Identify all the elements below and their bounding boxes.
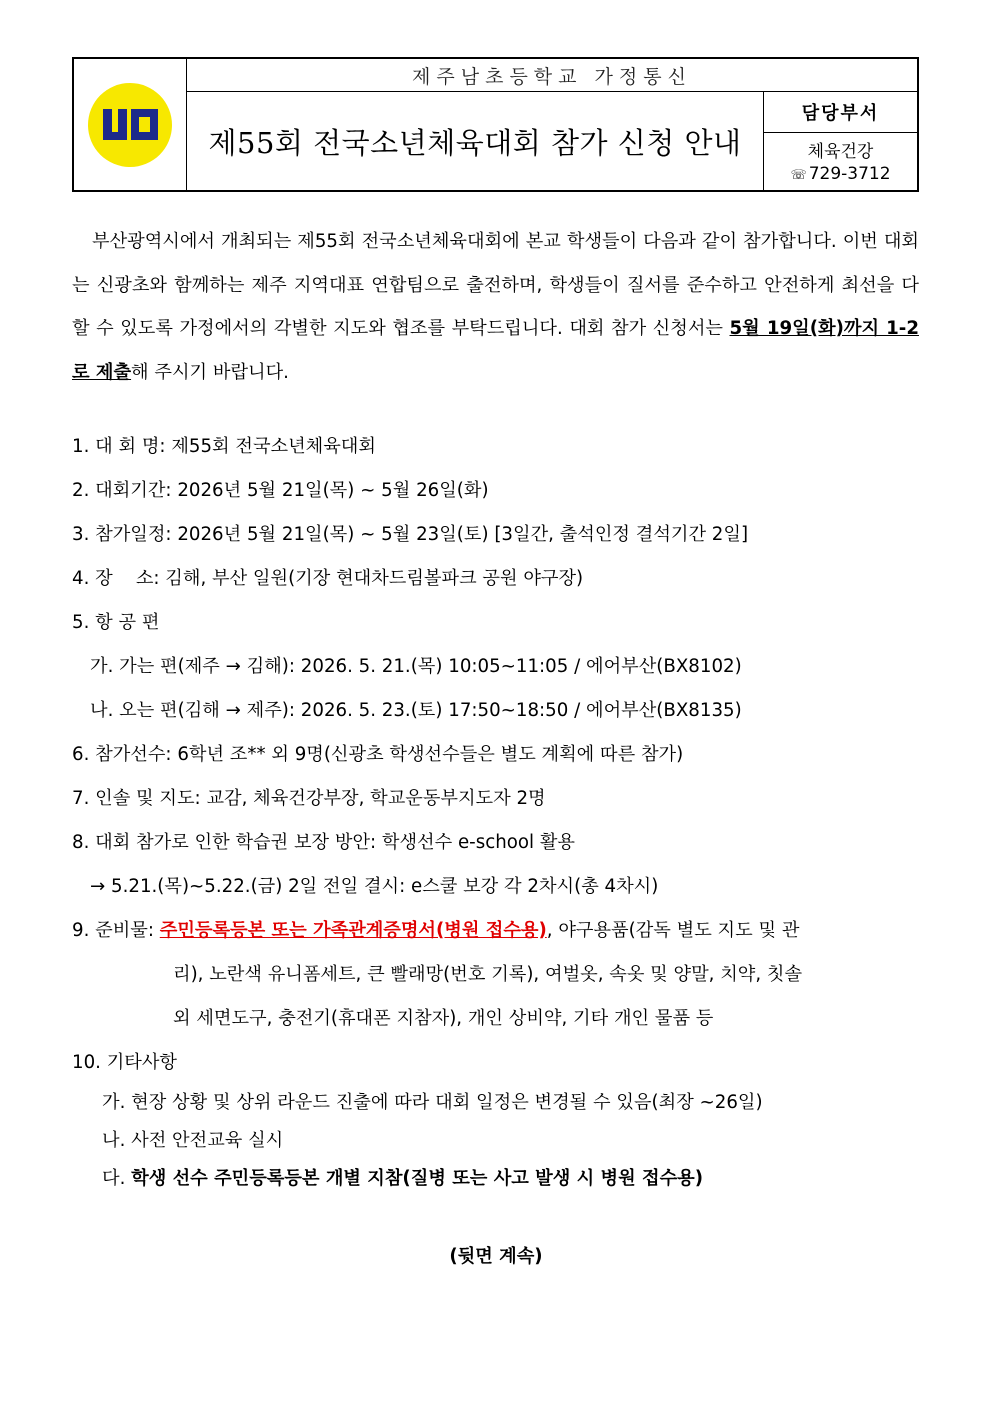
- item-other-schedule-change: 가. 현장 상황 및 상위 라운드 진출에 따라 대회 일정은 변경될 수 있음(최장 ~26일): [102, 1092, 763, 1113]
- phone-icon: ☏: [790, 168, 807, 183]
- item-learning-detail: → 5.21.(목)~5.22.(금) 2일 전일 결시: e스쿨 보강 각 2차시(총 4차시): [90, 876, 659, 897]
- page-title: 제55회 전국소년체육대회 참가 신청 안내: [208, 125, 742, 160]
- item-flight-return: 나. 오는 편(김해 → 제주): 2026. 5. 23.(토) 17:50~18:50 / 에어부산(BX8135): [90, 700, 742, 721]
- department-name: 체육건강: [807, 142, 874, 162]
- intro-text: 부산광역시에서 개최되는 제55회 전국소년체육대회에 본교 학생들이 다음과 같이 참가합니다. 이번 대회는 신광초와 함께하는 제주 지역대표 연합팀으로 출전하며, 학생들이 질서를 준수하고 안전하게 최선을 다할 수 있도록 가정에서의 각별한 지도와 협조를 부탁드립니다. 대회 참가 신청서는: [72, 231, 919, 339]
- item-other-safety: 나. 사전 안전교육 실시: [102, 1130, 284, 1151]
- supplies-required-docs: 주민등록등본 또는 가족관계증명서(병원 접수용): [159, 920, 547, 941]
- department-box: [763, 92, 917, 190]
- item-venue: 4. 장 소: 김해, 부산 일원(기장 현대차드림볼파크 공원 야구장): [72, 568, 584, 589]
- header-table: [72, 57, 919, 192]
- school-logo-cell: [74, 59, 187, 190]
- item-learning-plan: 8. 대회 참가로 인한 학습권 보장 방안: 학생선수 e-school 활용: [72, 832, 575, 853]
- department-label: 담당부서: [764, 92, 917, 133]
- item-flights: 5. 항 공 편: [72, 612, 160, 633]
- supplies-list: , 야구용품(감독 별도 지도 및 관: [546, 920, 800, 941]
- item-event-name: 1. 대 회 명: 제55회 전국소년체육대회: [72, 436, 376, 457]
- newsletter-label: 제주남초등학교 가정통신: [187, 59, 917, 92]
- item-supplies-line2: 리), 노란색 유니폼세트, 큰 빨래망(번호 기록), 여벌옷, 속옷 및 양말, 치약, 칫솔: [173, 964, 803, 985]
- intro-text-end: 해 주시기 바랍니다.: [131, 361, 289, 383]
- item-other: 10. 기타사항: [72, 1052, 177, 1073]
- item-flight-outbound: 가. 가는 편(제주 → 김해): 2026. 5. 21.(목) 10:05~11:05 / 에어부산(BX8102): [90, 656, 742, 677]
- item-supplies: [72, 916, 799, 942]
- intro-paragraph: [72, 220, 919, 394]
- school-logo-icon: [87, 82, 173, 168]
- phone-number: 729-3712: [808, 164, 891, 184]
- item-other-documents: [102, 1164, 703, 1190]
- deadline-emphasis: 5월 19일(화)까지 1-2로 제출: [72, 318, 919, 383]
- item-players: 6. 참가선수: 6학년 조** 외 9명(신광초 학생선수들은 별도 계획에 따른 참가): [72, 744, 684, 765]
- continued-note: (뒷면 계속): [449, 1246, 543, 1267]
- supplies-label: 9. 준비물:: [72, 920, 160, 941]
- item-escort: 7. 인솔 및 지도: 교감, 체육건강부장, 학교운동부지도자 2명: [72, 788, 546, 809]
- documents-label: 다.: [102, 1168, 132, 1189]
- item-participation-schedule: 3. 참가일정: 2026년 5월 21일(목) ~ 5월 23일(토) [3일간, 출석인정 결석기간 2일]: [72, 524, 749, 545]
- documents-text: 학생 선수 주민등록등본 개별 지참(질병 또는 사고 발생 시 병원 접수용): [131, 1168, 704, 1189]
- item-supplies-line3: 외 세면도구, 충전기(휴대폰 지참자), 개인 상비약, 기타 개인 물품 등: [173, 1008, 714, 1029]
- item-event-period: 2. 대회기간: 2026년 5월 21일(목) ~ 5월 26일(화): [72, 480, 489, 501]
- department-phone: [764, 164, 917, 184]
